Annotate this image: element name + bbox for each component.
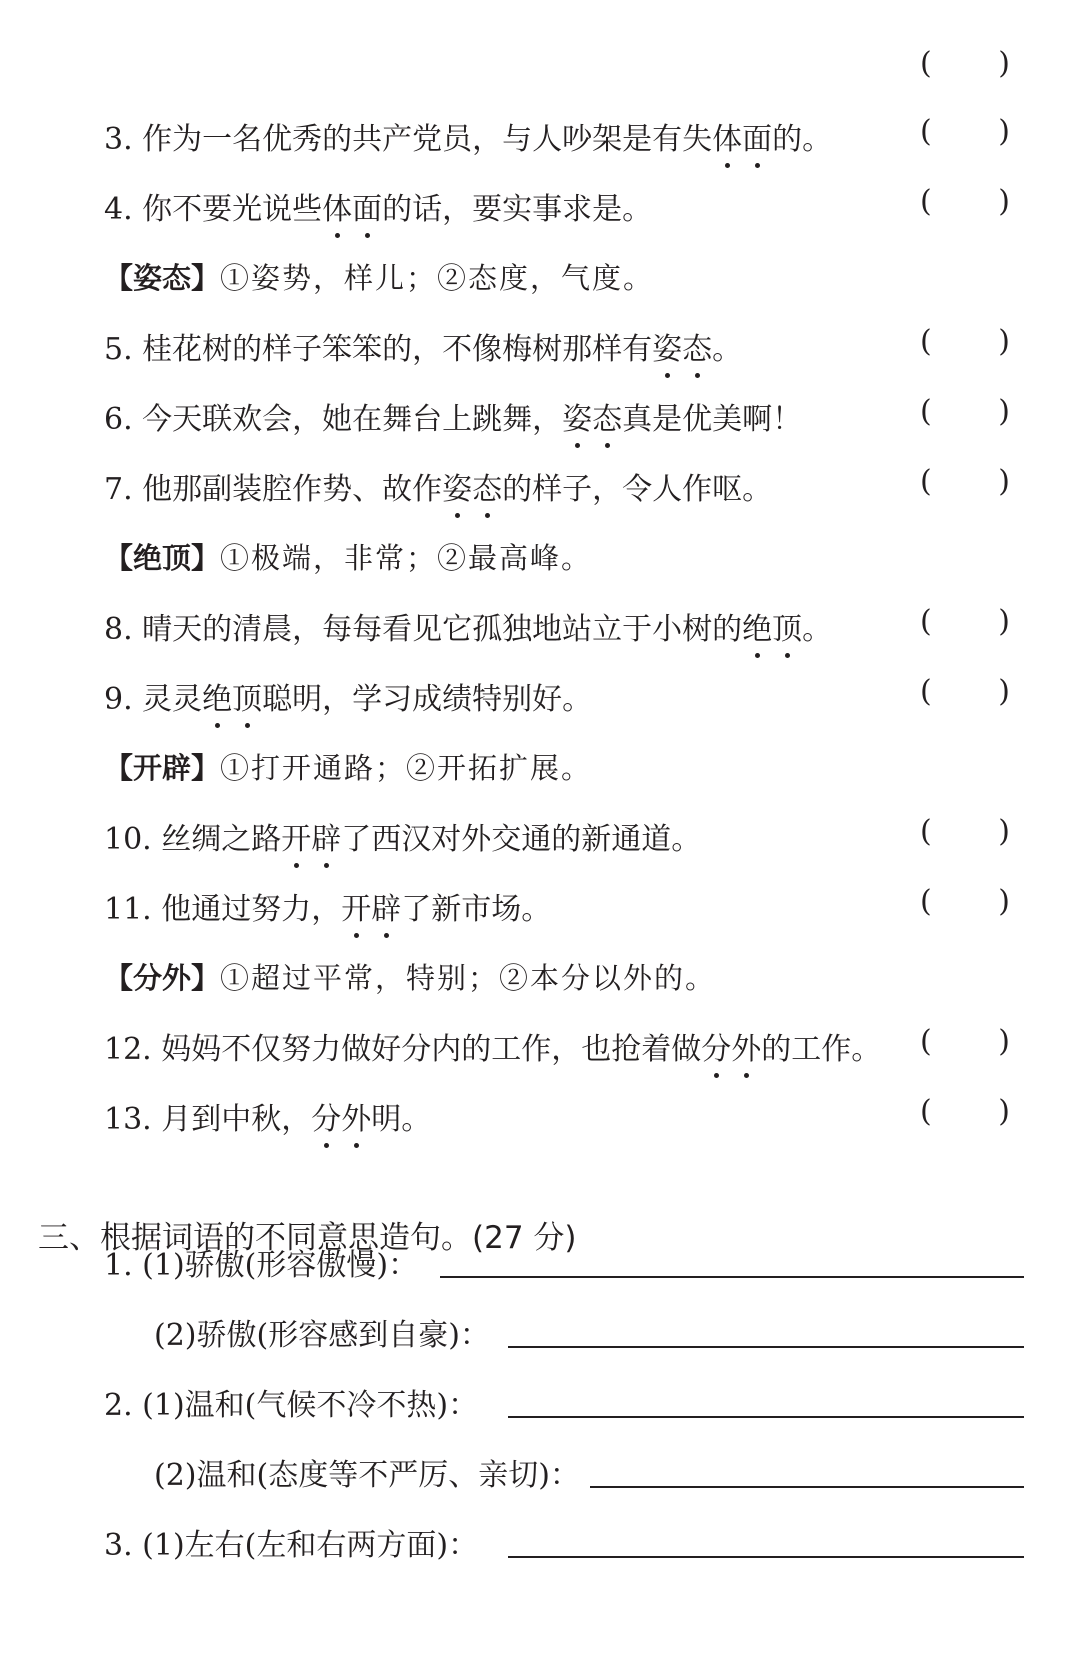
sentence-prompt: (2)骄傲(形容感到自豪)： [154,1318,490,1353]
question-row [0,804,1080,862]
question-number: 2. [104,1388,133,1423]
emphasis-char: 体 [712,114,742,158]
word-term: 【分外】 [104,961,221,995]
question-row [0,664,1080,722]
emphasis-char: 开 [341,884,371,928]
paren-close: ) [998,46,1010,81]
paren-open: ( [920,674,932,709]
question-row [0,594,1080,652]
question-text: 4. 你不要光说些体面的话，要实事求是。 [104,184,652,228]
word-term: 【开辟】 [104,751,221,785]
emphasis-char: 顶 [772,604,802,648]
paren-open: ( [920,604,932,639]
question-row [0,454,1080,512]
emphasis-char: 态 [592,394,622,438]
answer-parens[interactable] [920,1024,1010,1064]
paren-close: ) [998,114,1010,149]
paren-open: ( [920,884,932,919]
answer-parens[interactable] [920,604,1010,644]
paren-open: ( [920,464,932,499]
word-heading [0,526,1080,584]
question-text: 5. 桂花树的样子笨笨的，不像梅树那样有姿态。 [104,324,742,368]
question-row [0,1014,1080,1072]
question-text: 6. 今天联欢会，她在舞台上跳舞，姿态真是优美啊！ [104,394,802,438]
question-number: 11. [104,892,152,927]
question-row [0,384,1080,442]
sentence-prompt: (1)左右(左和右两方面)： [142,1528,479,1563]
sentence-prompt: (1)温和(气候不冷不热)： [142,1388,479,1423]
answer-parens[interactable] [920,46,1010,86]
question-text: 7. 他那副装腔作势、故作姿态的样子，令人作呕。 [104,464,772,508]
answer-parens[interactable] [920,184,1010,224]
word-heading [0,736,1080,794]
question-number: 7. [104,472,133,507]
answer-blank[interactable] [508,1416,1024,1418]
answer-parens[interactable] [920,1094,1010,1134]
paren-open: ( [920,324,932,359]
word-definition: ①超过平常，特别；②本分以外的。 [220,961,717,995]
emphasis-char: 态 [472,464,502,508]
word-definition: ①极端，非常；②最高峰。 [220,541,593,575]
question-text: 13. 月到中秋，分外明。 [104,1094,431,1138]
word-definition: ①打开通路；②开拓扩展。 [220,751,593,785]
word-heading [0,246,1080,304]
question-number: 5. [104,332,133,367]
paren-close: ) [998,604,1010,639]
paren-open: ( [920,1024,932,1059]
question-text: 9. 灵灵绝顶聪明，学习成绩特别好。 [104,674,592,718]
question-text: 12. 妈妈不仅努力做好分内的工作，也抢着做分外的工作。 [104,1024,881,1068]
sentence-prompt: (1)骄傲(形容傲慢)： [142,1248,419,1283]
paren-close: ) [998,324,1010,359]
emphasis-char: 体 [322,184,352,228]
sentence-line [104,1510,1024,1568]
emphasis-char: 面 [352,184,382,228]
paren-close: ) [998,184,1010,219]
paren-close: ) [998,814,1010,849]
paren-open: ( [920,114,932,149]
question-row [0,1084,1080,1142]
word-heading [0,946,1080,1004]
paren-open: ( [920,1094,932,1129]
emphasis-char: 辟 [311,814,341,858]
paren-open: ( [920,46,932,81]
section-title: 三、根据词语的不同意思造句。(27 分) [38,1220,577,1256]
answer-parens[interactable] [920,114,1010,154]
answer-parens[interactable] [920,324,1010,364]
word-term: 【绝顶】 [104,541,221,575]
answer-blank[interactable] [508,1556,1024,1558]
emphasis-char: 态 [682,324,712,368]
question-number: 6. [104,402,133,437]
sentence-prompt: (2)温和(态度等不严厉、亲切)： [154,1458,580,1493]
emphasis-char: 姿 [442,464,472,508]
emphasis-char: 姿 [562,394,592,438]
paren-open: ( [920,184,932,219]
question-number: 3. [104,122,133,157]
emphasis-char: 分 [701,1024,731,1068]
answer-parens[interactable] [920,464,1010,504]
emphasis-char: 顶 [232,674,262,718]
question-row [0,104,1080,162]
question-row [0,874,1080,932]
question-number: 3. [104,1528,133,1563]
paren-close: ) [998,674,1010,709]
answer-blank[interactable] [440,1276,1024,1278]
paren-close: ) [998,1024,1010,1059]
question-number: 12. [104,1032,152,1067]
answer-parens-carryover[interactable] [0,36,1080,94]
emphasis-char: 分 [311,1094,341,1138]
answer-parens[interactable] [920,814,1010,854]
paren-close: ) [998,1094,1010,1129]
sentence-line [104,1230,1024,1288]
question-text: 3. 作为一名优秀的共产党员，与人吵架是有失体面的。 [104,114,832,158]
emphasis-char: 外 [341,1094,371,1138]
answer-parens[interactable] [920,394,1010,434]
question-number: 9. [104,682,133,717]
question-row [0,174,1080,232]
paren-close: ) [998,464,1010,499]
question-row [0,314,1080,372]
question-number: 8. [104,612,133,647]
answer-parens[interactable] [920,674,1010,714]
question-number: 4. [104,192,133,227]
question-text: 11. 他通过努力，开辟了新市场。 [104,884,551,928]
answer-blank[interactable] [590,1486,1024,1488]
paren-open: ( [920,394,932,429]
question-text: 10. 丝绸之路开辟了西汉对外交通的新通道。 [104,814,701,858]
sentence-line [104,1370,1024,1428]
sentence-line [154,1440,1024,1498]
emphasis-char: 绝 [742,604,772,648]
emphasis-char: 姿 [652,324,682,368]
emphasis-char: 绝 [202,674,232,718]
answer-blank[interactable] [508,1346,1024,1348]
paren-close: ) [998,884,1010,919]
question-number: 13. [104,1102,152,1137]
emphasis-char: 面 [742,114,772,158]
answer-parens[interactable] [920,884,1010,924]
paren-open: ( [920,814,932,849]
question-text: 8. 晴天的清晨，每每看见它孤独地站立于小树的绝顶。 [104,604,832,648]
word-term: 【姿态】 [104,261,221,295]
emphasis-char: 外 [731,1024,761,1068]
question-number: 10. [104,822,152,857]
emphasis-char: 开 [281,814,311,858]
word-definition: ①姿势，样儿；②态度，气度。 [220,261,655,295]
question-number: 1. [104,1248,133,1283]
paren-close: ) [998,394,1010,429]
emphasis-char: 辟 [371,884,401,928]
sentence-line [154,1300,1024,1358]
